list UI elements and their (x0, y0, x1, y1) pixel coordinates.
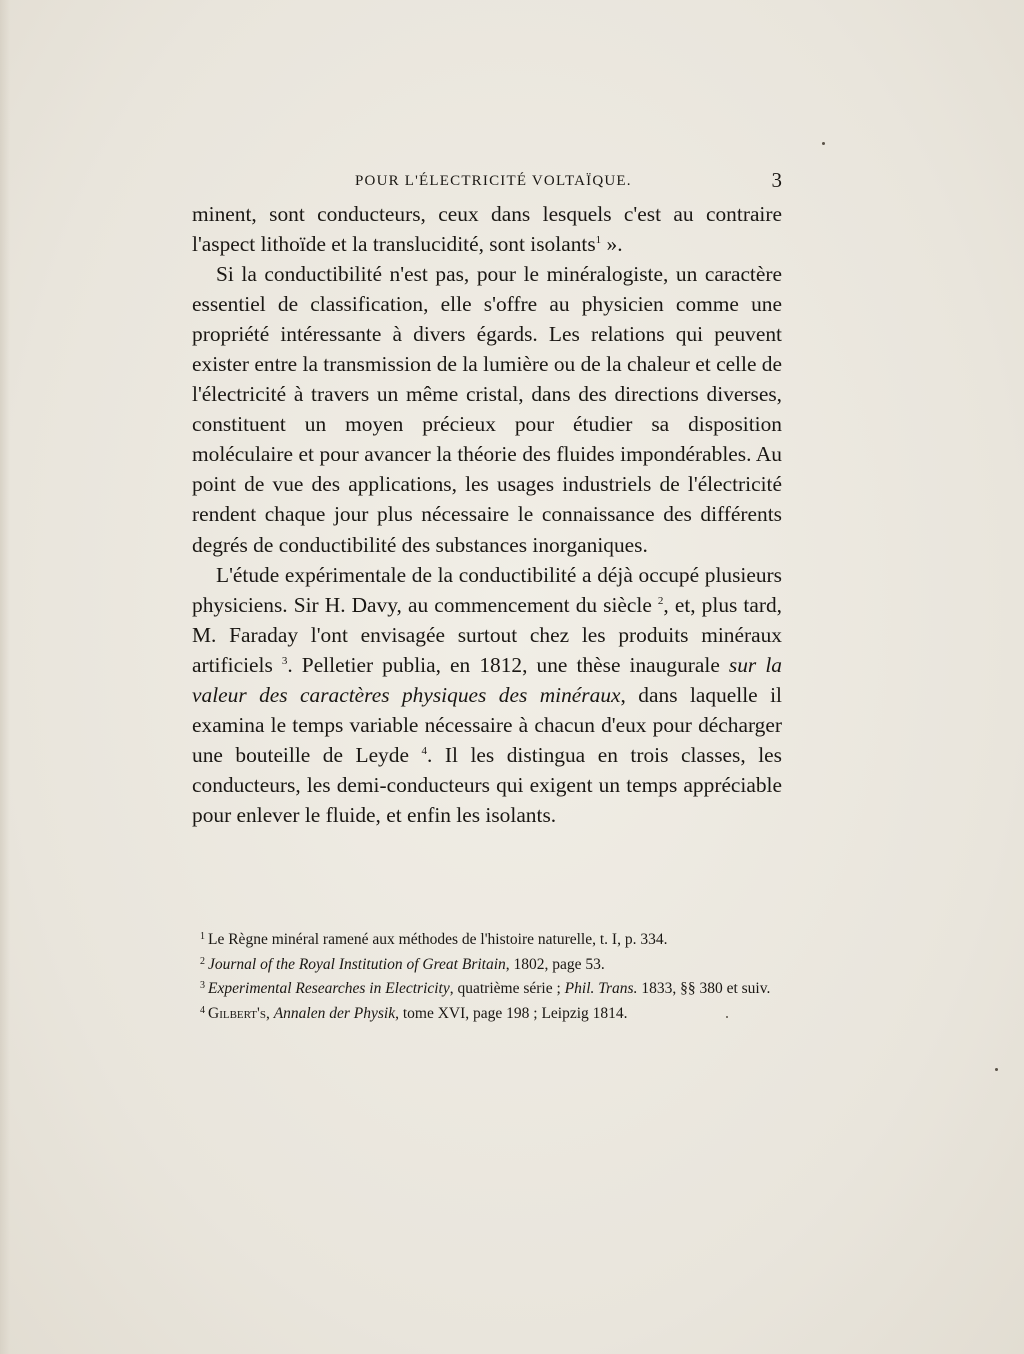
print-speck (822, 142, 825, 145)
paragraph-1-end: ». (601, 232, 623, 257)
footnote-4-text: , tome XVI, page 198 ; Leipzig 1814. (395, 1005, 628, 1023)
body-text (192, 199, 782, 830)
footnote-3-work: Experimental Researches in Electricity (208, 980, 450, 998)
paragraph-3-part-a: L'étude expérimentale de la conductibilité a déjà occupé plusieurs physiciens. Sir H. Davy, au commencement du siècle (192, 562, 782, 617)
running-head: POUR L'ÉLECTRICITÉ VOLTAÏQUE. (355, 173, 632, 189)
footnote-2-journal: Journal of the Royal Institution of Great Britain (208, 955, 506, 973)
footnote-4 (192, 1002, 782, 1027)
footnote-3 (192, 977, 782, 1002)
footnote-3-mid: , quatrième série ; (449, 980, 565, 998)
print-speck (995, 1068, 998, 1071)
footnote-1-text: Le Règne minéral ramené aux méthodes de l'histoire naturelle, t. I, p. 334. (208, 931, 668, 948)
footnote-3-journal: Phil. Trans. (564, 980, 638, 998)
footnote-4-author: Gilbert's (208, 1005, 266, 1023)
page-number: 3 (771, 168, 782, 192)
footnotes (192, 928, 782, 1027)
paragraph-2: Si la conductibilité n'est pas, pour le minéralogiste, un caractère essentiel de classification, elle s'offre au physicien comme une propriété intéressante à divers égards. Les relations qui peuvent exister entre la transmission de la lumière ou de la chaleur et celle de l'électricité à travers un même cristal, dans des directions diverses, constituent un moyen précieux pour étudier sa disposition moléculaire et pour avancer la théorie des fluides impondérables. Au point de vue des applications, les usages industriels de l'électricité rendent chaque jour plus nécessaire le connaissance des différents degrés de conductibilité des substances inorganiques. (192, 262, 782, 557)
paragraph-3-part-c: . Pelletier publia, en 1812, une thèse inaugurale (287, 652, 729, 677)
page-header (192, 168, 782, 198)
paragraph-1-text: minent, sont conducteurs, ceux dans lesquels c'est au contraire l'aspect lithoïde et la translucidité, sont isolants (192, 202, 782, 257)
footnote-2 (192, 953, 782, 978)
footnote-1 (192, 928, 782, 953)
footnote-ref-4: 4 (421, 744, 427, 757)
footnote-mark-2: 2 (200, 955, 205, 967)
footnote-mark-3: 3 (200, 980, 205, 992)
footnote-3-text: 1833, §§ 380 et suiv. (637, 980, 771, 998)
footnote-ref-1: 1 (595, 234, 602, 247)
paragraph-3-part-b: , et, plus tard, M. Faraday l'ont envisagée surtout chez les produits minéraux artificiels (192, 592, 783, 677)
page-edge (0, 0, 10, 1354)
paragraph-1 (192, 199, 782, 259)
footnote-ref-2: 2 (657, 594, 664, 607)
footnote-mark-1: 1 (200, 931, 205, 942)
paragraph-3-part-e: . Il les distingua en trois classes, les conducteurs, les demi-conducteurs qui exigent un temps appréciable pour enlever le fluide, et enfin les isolants. (192, 742, 783, 827)
footnote-2-text: , 1802, page 53. (505, 955, 605, 973)
footnote-mark-4: 4 (200, 1005, 205, 1017)
paragraph-3 (192, 560, 782, 830)
footnote-ref-3: 3 (281, 654, 288, 667)
paragraph-3-part-d: , dans laquelle il examina le temps variable nécessaire à chacun d'eux pour décharger une bouteille de Leyde (192, 682, 782, 767)
footnote-4-sep: , (265, 1005, 274, 1023)
footnote-4-journal: Annalen der Physik (273, 1005, 396, 1023)
thesis-title: sur la valeur des caractères physiques des minéraux (192, 652, 782, 707)
